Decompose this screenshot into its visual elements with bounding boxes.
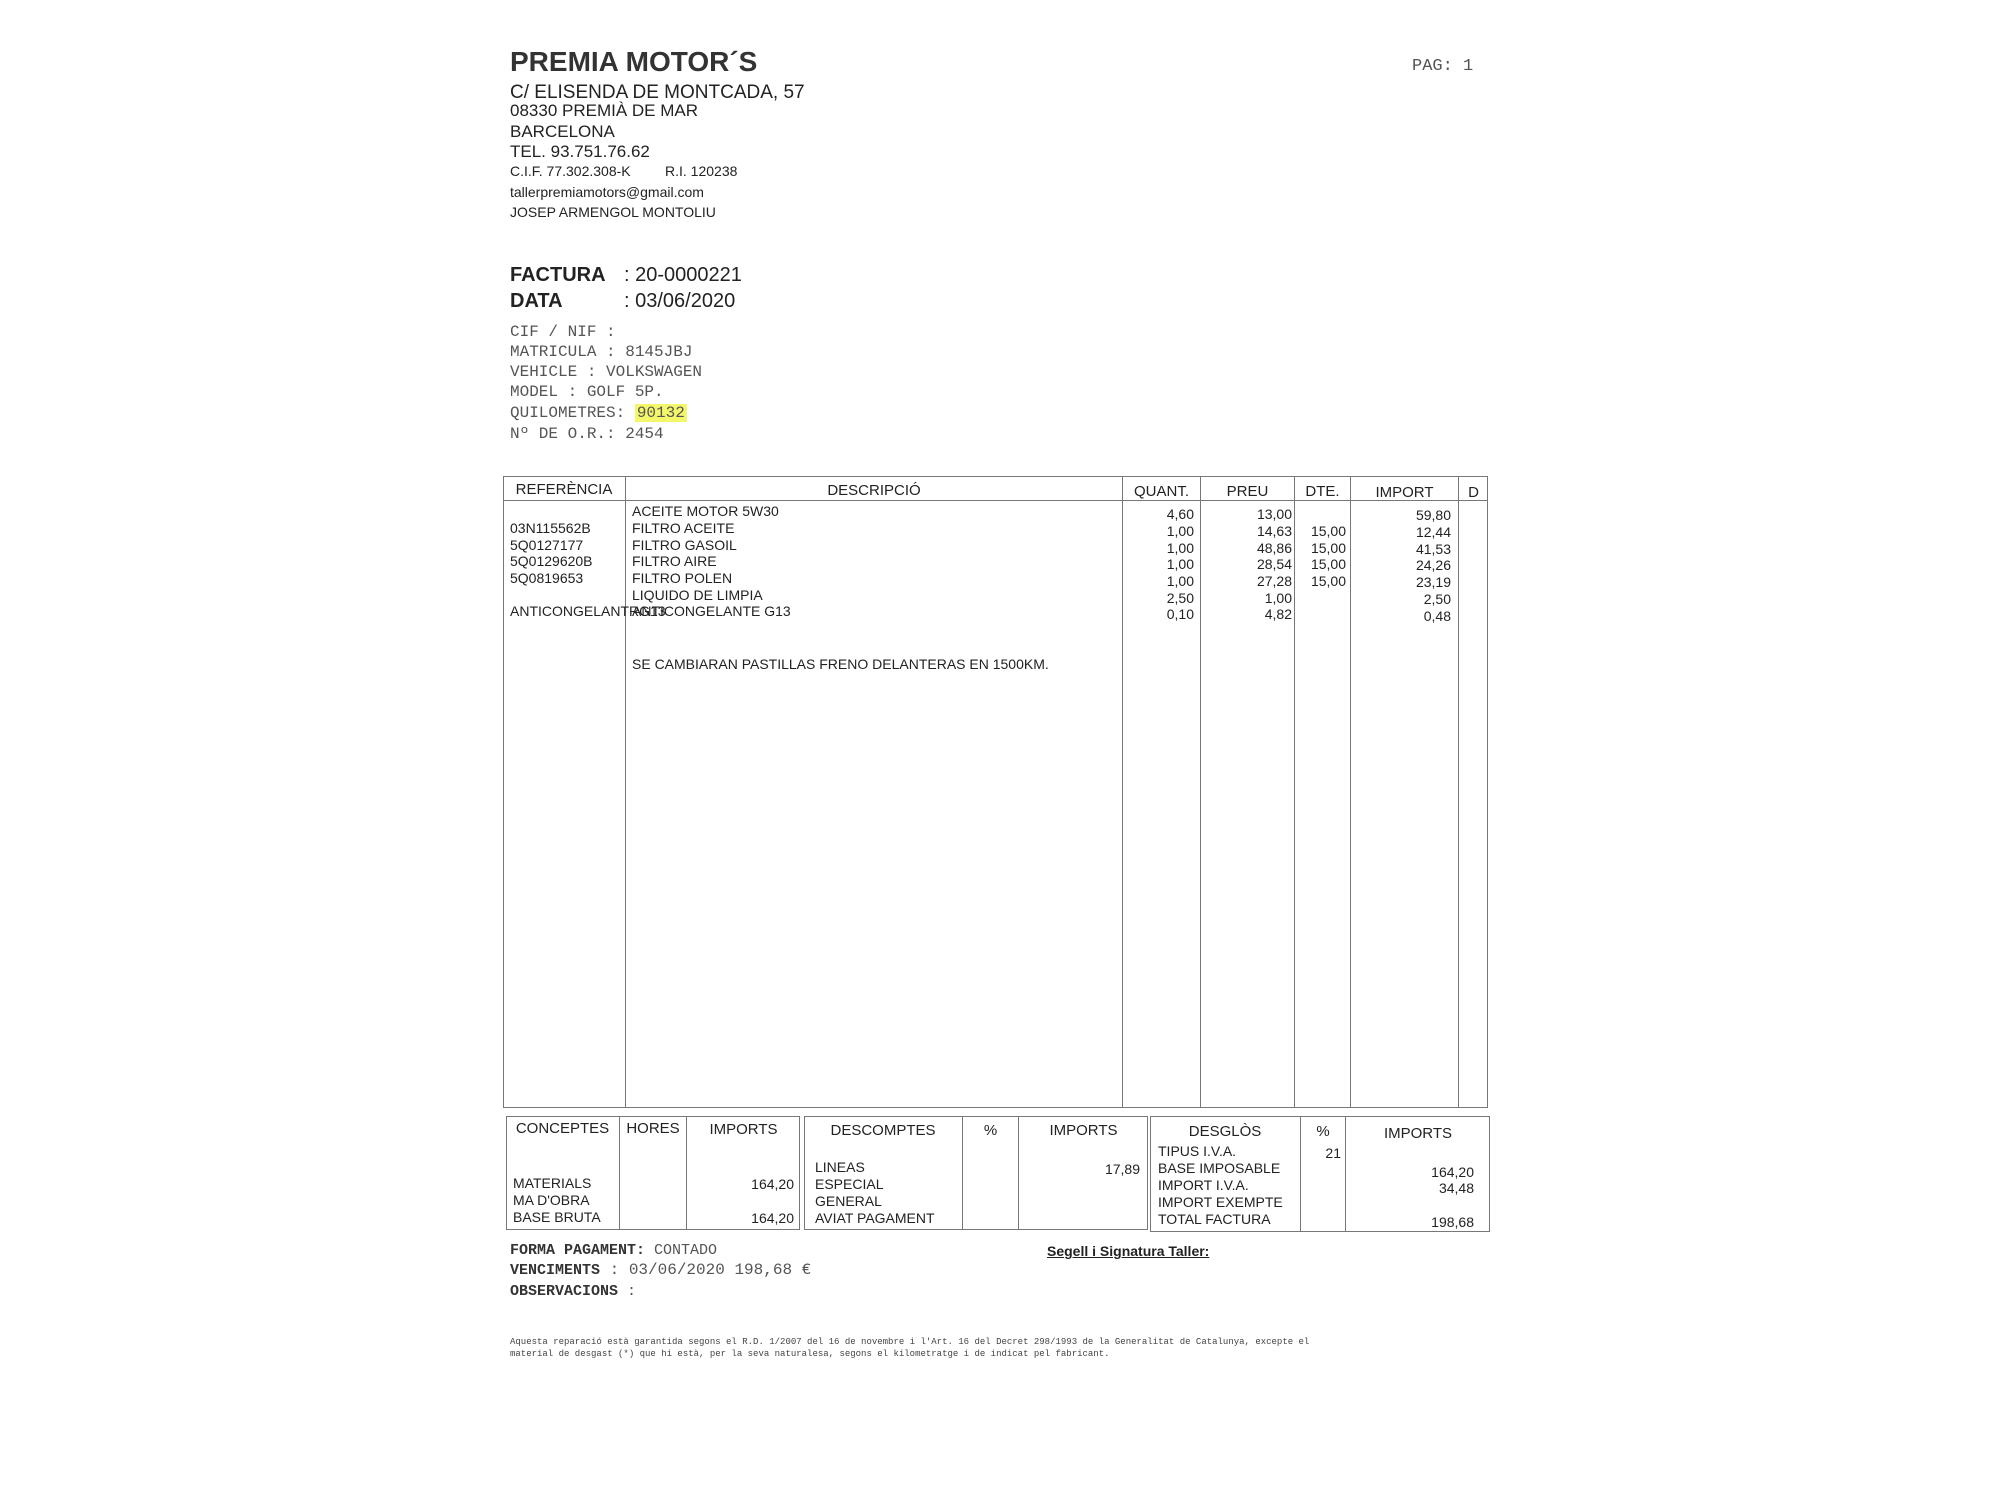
company-cif: C.I.F. 77.302.308-K: [510, 163, 631, 179]
quant-cell: 1,00: [1166, 556, 1194, 572]
company-postal: 08330 PREMIÀ DE MAR: [510, 101, 699, 120]
desc-cell: ANTICONGELANTE G13: [632, 603, 791, 619]
desglos-import: 164,20: [1431, 1164, 1474, 1180]
company-tel: TEL. 93.751.76.62: [510, 142, 650, 161]
concepte-import: 164,20: [751, 1210, 794, 1226]
company-ri: R.I. 120238: [665, 163, 738, 179]
desc-cell: FILTRO AIRE: [632, 553, 717, 569]
price-cell: 48,86: [1256, 540, 1292, 556]
desc-cell: FILTRO ACEITE: [632, 520, 735, 536]
quant-cell: 1,00: [1166, 523, 1194, 539]
col-divider: [1122, 476, 1123, 1108]
footer-legal-line: material de desgast (*) que hi està, per la seva naturalesa, segons el kilometratge i de indicat pel fabricant.: [510, 1349, 1110, 1359]
descompte-label: AVIAT PAGAMENT: [815, 1210, 935, 1226]
quant-cell: 1,00: [1166, 573, 1194, 589]
page-number: PAG: 1: [1412, 57, 1474, 76]
descompte-import: 17,89: [1104, 1161, 1140, 1177]
desc-cell: FILTRO GASOIL: [632, 537, 737, 553]
col-divider: [1200, 476, 1201, 1108]
col-divider: [625, 476, 626, 1108]
venciments-label: VENCIMENTS: [510, 1262, 601, 1279]
descompte-label: ESPECIAL: [815, 1176, 884, 1192]
header-conceptes: CONCEPTES: [515, 1120, 610, 1137]
table-note: SE CAMBIARAN PASTILLAS FRENO DELANTERAS EN 1500KM.: [632, 656, 1049, 672]
header-imports-descomptes: IMPORTS: [1049, 1122, 1118, 1139]
header-hores: HORES: [626, 1120, 680, 1137]
import-cell: 12,44: [1415, 524, 1451, 540]
concepte-label: MATERIALS: [513, 1175, 592, 1191]
desc-cell: FILTRO POLEN: [632, 570, 733, 586]
ref-cell: ANTICONGELANTRG13: [510, 603, 666, 619]
header-imports-desglos: IMPORTS: [1383, 1125, 1453, 1142]
price-cell: 28,54: [1256, 556, 1292, 572]
col-divider: [1294, 476, 1295, 1108]
forma-pagament-line: [510, 1241, 717, 1259]
ref-cell: 03N115562B: [510, 520, 591, 536]
header-imports-conceptes: IMPORTS: [709, 1121, 778, 1138]
header-preu: PREU: [1226, 483, 1269, 500]
import-cell: 59,80: [1415, 507, 1451, 523]
km-line: [510, 404, 687, 422]
header-descomptes: DESCOMPTES: [830, 1122, 936, 1139]
company-address: C/ ELISENDA DE MONTCADA, 57: [510, 82, 805, 103]
company-city: BARCELONA: [510, 122, 615, 141]
desglos-label: BASE IMPOSABLE: [1158, 1160, 1281, 1176]
header-dte: DTE.: [1305, 483, 1340, 500]
quant-cell: 2,50: [1166, 590, 1194, 606]
col-divider: [1458, 476, 1459, 1108]
company-name: PREMIA MOTOR´S: [510, 46, 758, 77]
iva-percent: 21: [1325, 1145, 1341, 1161]
invoice-date: : 03/06/2020: [624, 290, 736, 312]
model-value: GOLF 5P.: [586, 383, 664, 401]
concepte-label: BASE BRUTA: [513, 1209, 601, 1225]
col-divider: [1350, 476, 1351, 1108]
header-d: D: [1468, 484, 1479, 501]
matricula-line: [510, 343, 692, 361]
header-referencia: REFERÈNCIA: [515, 481, 613, 498]
import-cell: 23,19: [1415, 574, 1451, 590]
header-desglos: DESGLÒS: [1188, 1123, 1262, 1140]
discount-cell: 15,00: [1310, 523, 1346, 539]
header-descripcio: DESCRIPCIÓ: [827, 482, 921, 499]
company-email: tallerpremiamotors@gmail.com: [510, 184, 704, 200]
price-cell: 27,28: [1256, 573, 1292, 589]
km-value-highlight: 90132: [636, 404, 685, 422]
header-pct-desglos: %: [1316, 1123, 1330, 1140]
factura-label: FACTURA: [510, 264, 606, 286]
observacions-line: [510, 1282, 636, 1300]
venciments-line: [510, 1261, 811, 1279]
observacions-value: :: [618, 1283, 637, 1300]
forma-pagament-label: FORMA PAGAMENT:: [510, 1242, 646, 1259]
vehicle-line: [510, 363, 702, 381]
concepte-import: 164,20: [751, 1176, 794, 1192]
desglos-label: TIPUS I.V.A.: [1158, 1143, 1237, 1159]
desc-cell: ACEITE MOTOR 5W30: [632, 503, 779, 519]
quant-cell: 1,00: [1166, 540, 1194, 556]
ref-cell: 5Q0127177: [510, 537, 584, 553]
price-cell: 13,00: [1256, 506, 1292, 522]
or-line: [510, 425, 664, 443]
desglos-label: IMPORT I.V.A.: [1158, 1177, 1249, 1193]
footer-legal-line: Aquesta reparació està garantida segons el R.D. 1/2007 del 16 de novembre i l'Art. 16 del Decret 298/1993 de la Generalitat de Catalunya, excepte el: [510, 1337, 1310, 1347]
matricula-value: 8145JBJ: [625, 343, 693, 361]
ref-cell: 5Q0819653: [510, 570, 584, 586]
data-label: DATA: [510, 290, 563, 312]
header-quant: QUANT.: [1133, 483, 1189, 500]
signature-label: Segell i Signatura Taller:: [1047, 1243, 1210, 1259]
descompte-label: GENERAL: [815, 1193, 882, 1209]
quant-cell: 4,60: [1166, 506, 1194, 522]
desc-cell: LIQUIDO DE LIMPIA: [632, 587, 763, 603]
quant-cell: 0,10: [1166, 606, 1194, 622]
import-cell: 24,26: [1415, 557, 1451, 573]
company-owner: JOSEP ARMENGOL MONTOLIU: [510, 204, 716, 220]
factura-number: : 20-0000221: [624, 264, 742, 286]
desglos-label: IMPORT EXEMPTE: [1158, 1194, 1283, 1210]
discount-cell: 15,00: [1310, 540, 1346, 556]
forma-pagament-value: CONTADO: [645, 1242, 718, 1259]
matricula-label: MATRICULA :: [510, 343, 626, 361]
price-cell: 1,00: [1264, 590, 1292, 606]
km-label: QUILOMETRES:: [510, 404, 635, 422]
or-value: 2454: [625, 425, 664, 443]
header-import: IMPORT: [1375, 484, 1434, 501]
descompte-label: LINEAS: [815, 1159, 865, 1175]
observacions-label: OBSERVACIONS: [510, 1283, 619, 1300]
vehicle-value: VOLKSWAGEN: [606, 363, 703, 381]
discount-cell: 15,00: [1310, 573, 1346, 589]
price-cell: 4,82: [1264, 606, 1292, 622]
import-cell: 0,48: [1423, 608, 1451, 624]
desglos-import: 34,48: [1438, 1180, 1474, 1196]
concepte-label: MA D'OBRA: [513, 1192, 590, 1208]
desglos-label: TOTAL FACTURA: [1158, 1211, 1271, 1227]
vehicle-label: VEHICLE :: [510, 363, 607, 381]
import-cell: 41,53: [1415, 541, 1451, 557]
model-label: MODEL :: [510, 383, 587, 401]
header-pct-descomptes: %: [983, 1122, 998, 1139]
import-cell: 2,50: [1423, 591, 1451, 607]
desglos-import: 198,68: [1431, 1214, 1474, 1230]
price-cell: 14,63: [1256, 523, 1292, 539]
discount-cell: 15,00: [1310, 556, 1346, 572]
cif-nif-line: CIF / NIF :: [510, 323, 616, 341]
ref-cell: 5Q0129620B: [510, 553, 593, 569]
model-line: [510, 383, 664, 401]
or-label: Nº DE O.R.:: [510, 425, 626, 443]
table-header-divider: [503, 500, 1488, 501]
venciments-value: : 03/06/2020 198,68 €: [600, 1261, 812, 1279]
